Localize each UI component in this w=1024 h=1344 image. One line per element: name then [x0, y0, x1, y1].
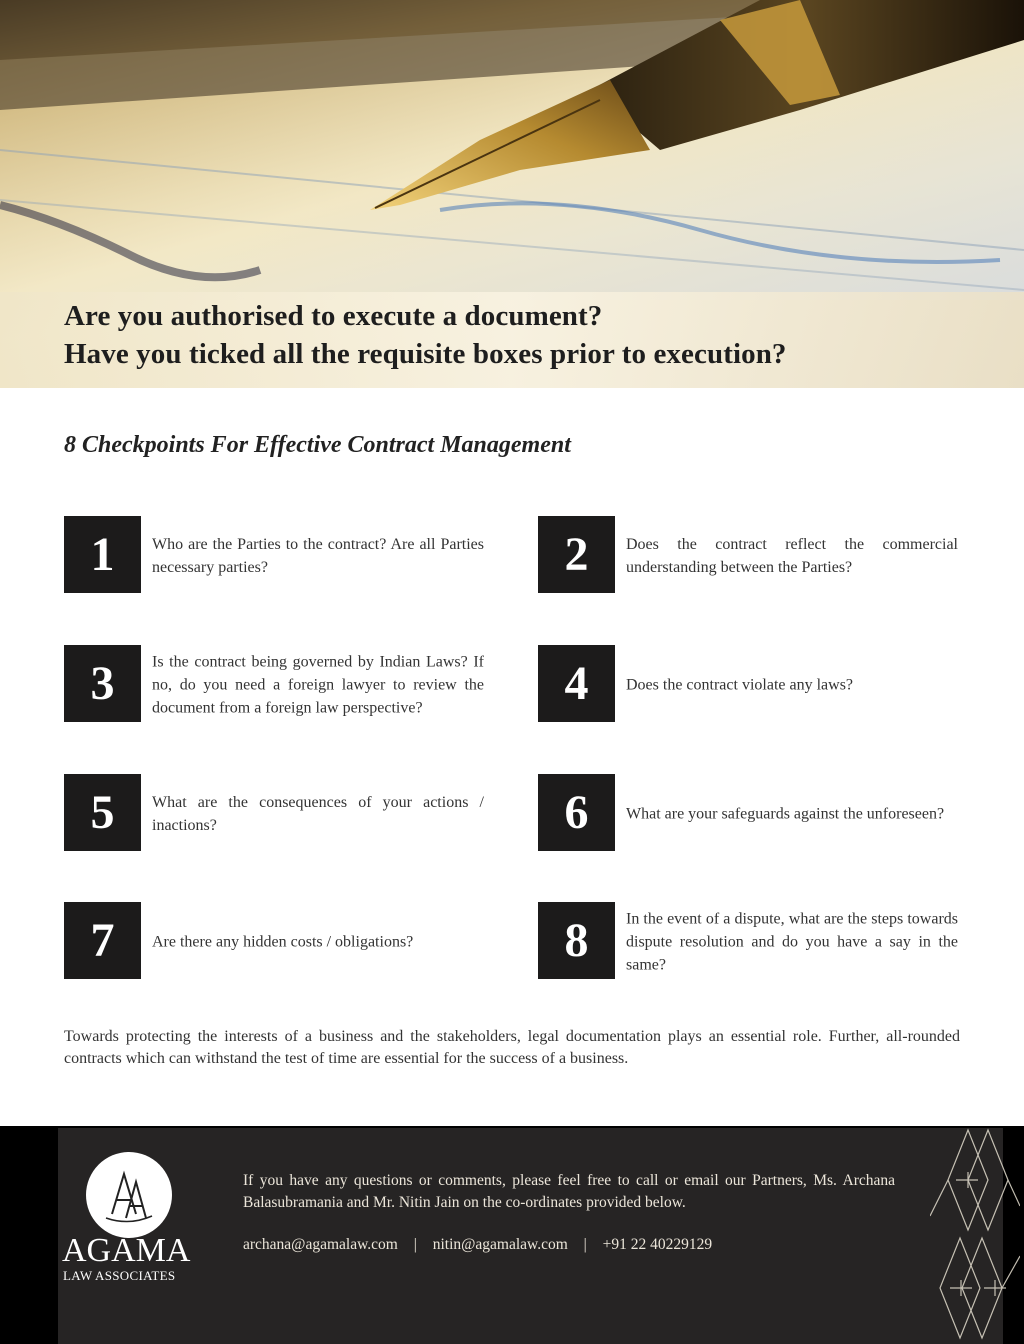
checkpoint-text: Does the contract reflect the commercial understanding between the Parties? [626, 536, 958, 576]
checkpoint-7 [64, 902, 484, 982]
checkpoint-4 [538, 645, 958, 725]
checkpoint-number: 7 [64, 902, 141, 979]
headline-question-2: Have you ticked all the requisite boxes prior to execution? [64, 338, 787, 370]
logo-subtitle: LAW ASSOCIATES [63, 1268, 176, 1283]
phone-number[interactable]: +91 22 40229129 [602, 1236, 713, 1253]
section-title: 8 Checkpoints For Effective Contract Management [64, 432, 571, 458]
checkpoint-text: Who are the Parties to the contract? Are all Parties necessary parties? [152, 536, 484, 576]
checkpoint-text: Are there any hidden costs / obligations? [152, 933, 414, 951]
contact-separator: | [583, 1236, 587, 1253]
logo-monogram-icon [86, 1152, 172, 1238]
checkpoint-2 [538, 516, 958, 596]
footer-message: If you have any questions or comments, please feel free to call or email our Partners, Ms. Archana Balasubramania and Mr. Nitin Jain on the co-ordinates provided below. [243, 1172, 895, 1211]
checkpoint-5 [64, 774, 484, 854]
checkpoint-text: In the event of a dispute, what are the steps towards dispute resolution and do you have a say in the same? [626, 910, 958, 974]
checkpoint-number: 4 [538, 645, 615, 722]
checkpoint-3 [64, 645, 484, 725]
checkpoint-number: 5 [64, 774, 141, 851]
diamond-pattern-decoration [930, 1126, 1020, 1344]
checkpoint-text: Does the contract violate any laws? [626, 676, 854, 694]
closing-paragraph: Towards protecting the interests of a business and the stakeholders, legal documentation plays an essential role. Further, all-rounded contracts which can withstand the test of time are essential for the success of a business. [64, 1028, 960, 1067]
headline-question-1: Are you authorised to execute a document? [64, 300, 603, 332]
contact-separator: | [413, 1236, 417, 1253]
logo-wordmark: AGAMA [62, 1232, 191, 1269]
checkpoint-number: 3 [64, 645, 141, 722]
checkpoint-number: 1 [64, 516, 141, 593]
agama-logo-emblem [86, 1152, 172, 1238]
checkpoint-number: 8 [538, 902, 615, 979]
email-link-nitin[interactable]: nitin@agamalaw.com [432, 1236, 568, 1253]
checkpoint-6 [538, 774, 958, 854]
checkpoint-1 [64, 516, 484, 596]
email-link-archana[interactable]: archana@agamalaw.com [243, 1236, 398, 1253]
checkpoint-text: What are the consequences of your actions / inactions? [152, 794, 484, 834]
footer-contacts [243, 1236, 712, 1254]
checkpoint-text: Is the contract being governed by Indian Laws? If no, do you need a foreign lawyer to review the document from a foreign law perspective? [152, 653, 484, 717]
checkpoint-8 [538, 902, 958, 982]
checkpoint-text: What are your safeguards against the unforeseen? [626, 805, 945, 823]
checkpoint-number: 2 [538, 516, 615, 593]
checkpoint-number: 6 [538, 774, 615, 851]
